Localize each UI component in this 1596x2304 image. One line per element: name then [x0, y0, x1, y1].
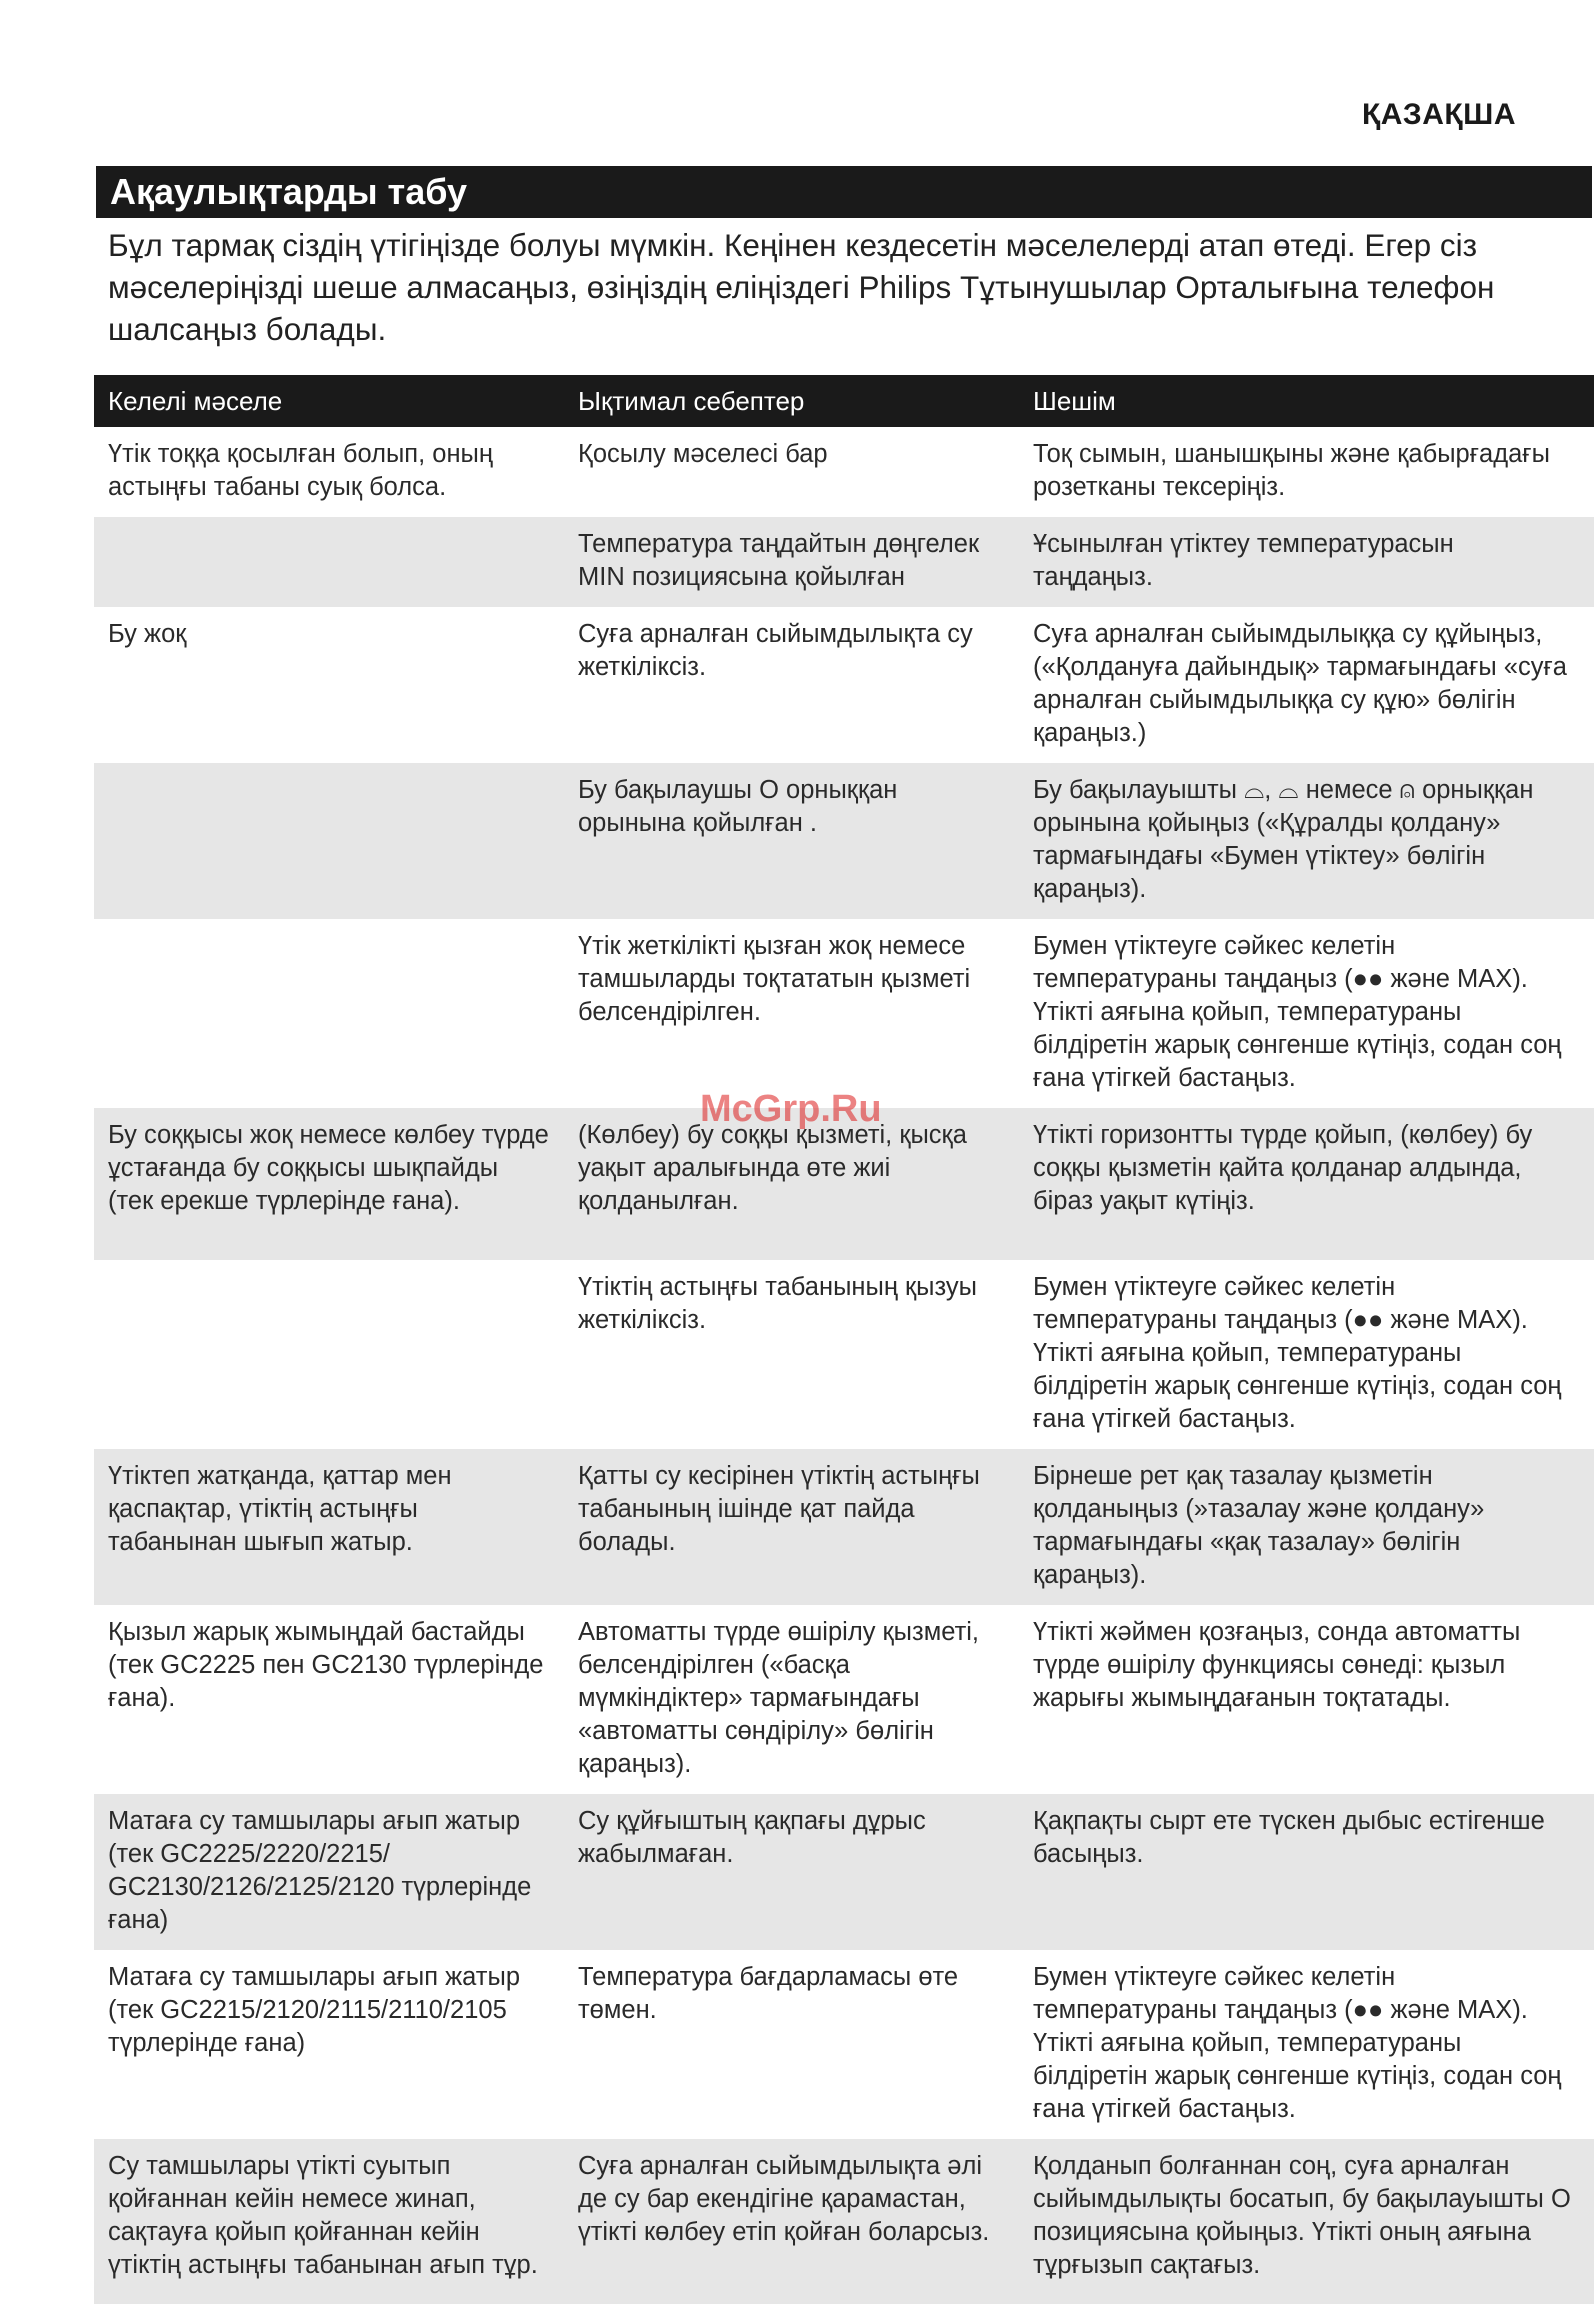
- cause-cell: Автоматты түрде өшірілу қызметі, белсендірілген («басқа мүмкіндіктер» тармағындағы «автоматты сөндірілу» бөлігін қараңыз).: [578, 1618, 980, 1778]
- problem-cell: Қызыл жарық жымыңдай бастайды (тек GC2225 пен GC2130 түрлерінде ғана).: [108, 1618, 544, 1712]
- cause-cell: Үтік жеткілікті қызған жоқ немесе тамшыларды тоқтататын қызметі белсендірілген.: [578, 932, 971, 1026]
- cause-cell: Су құйғыштың қақпағы дұрыс жабылмаған.: [564, 1794, 1019, 1950]
- cause-cell: Қосылу мәселесі бар: [578, 440, 828, 468]
- solution-cell: Ұсынылған үтіктеу температурасын таңдаңыз.: [1019, 517, 1594, 607]
- solution-cell: Үтікті жәймен қозғаңыз, сонда автоматты түрде өшірілу функциясы сөнеді: қызыл жарығы жымыңдағанын тоқтатады.: [1033, 1618, 1521, 1712]
- intro-paragraph: Бұл тармақ сіздің үтігіңізде болуы мүмкін. Кеңінен кездесетін мәселелерді атап өтеді. Егер сіз мәселеріңізді шеше алмасаңыз, өзіңіздің еліңіздегі Philips Тұтынушылар Орталығына телефон шалсаңыз болады.: [108, 227, 1495, 347]
- solution-cell: Бумен үтіктеуге сәйкес келетін температураны таңдаңыз (●● және MAX). Үтікті аяғына қойып, температураны білдіретін жарық сөнгенше күтіңіз, содан соң ғана үтігкей бастаңыз.: [1033, 1273, 1562, 1433]
- header-cause: Ықтимал себептер: [564, 375, 1019, 427]
- problem-cell: [94, 517, 564, 607]
- solution-cell: Тоқ сымын, шанышқыны және қабырғадағы розетканы тексеріңіз.: [1033, 440, 1550, 501]
- table-row: [94, 427, 1594, 517]
- section-title: Ақаулықтарды табу: [96, 166, 1592, 218]
- cause-cell: Бу бақылаушы O орныққан орынына қойылған .: [564, 763, 1019, 919]
- table-row: [94, 919, 1594, 1108]
- table-row: [94, 517, 1594, 607]
- solution-cell: Қолданып болғаннан соң, суға арналған сыйымдылықты босатып, бу бақылауышты O позициясына қойыңыз. Үтікті оның аяғына тұрғызып сақтағыз.: [1019, 2139, 1594, 2304]
- table-row: [94, 763, 1594, 919]
- solution-cell: Бу бақылауышты ⌓, ⌓ немесе ⍝ орныққан орынына қойыңыз («Құралды қолдану» тармағындағы «Бумен үтіктеу» бөлігін қараңыз).: [1019, 763, 1594, 919]
- problem-cell: [94, 763, 564, 919]
- problem-cell: Бу жоқ: [108, 620, 187, 648]
- table-row: [94, 1605, 1594, 1794]
- language-label: ҚАЗАҚША: [1361, 98, 1516, 131]
- troubleshooting-table: [94, 375, 1594, 2304]
- cause-cell: Суға арналған сыйымдылықта әлі де су бар екендігіне қарамастан, үтікті көлбеу етіп қойған боларсыз.: [564, 2139, 1019, 2304]
- solution-cell: Бірнеше рет қақ тазалау қызметін қолданыңыз (»тазалау және қолдану» тармағындағы «қақ тазалау» бөлігін қараңыз).: [1019, 1449, 1594, 1605]
- cause-cell: Қатты су кесірінен үтіктің астыңғы табанының ішінде қат пайда болады.: [564, 1449, 1019, 1605]
- problem-cell: Үтік тоққа қосылған болып, оның астыңғы табаны суық болса.: [108, 440, 493, 501]
- cause-cell: Температура бағдарламасы өте төмен.: [578, 1963, 959, 2024]
- solution-cell: Бумен үтіктеуге сәйкес келетін температураны таңдаңыз (●● және MAX). Үтікті аяғына қойып, температураны білдіретін жарық сөнгенше күтіңіз, содан соң ғана үтігкей бастаңыз.: [1033, 1963, 1562, 2123]
- table-row: [94, 1260, 1594, 1449]
- table-row: [94, 1950, 1594, 2139]
- problem-cell: [94, 1260, 564, 1449]
- problem-cell: [94, 919, 564, 1108]
- problem-cell: Матаға су тамшылары ағып жатыр (тек GC2225/2220/2215/ GC2130/2126/2125/2120 түрлерінде ғана): [94, 1794, 564, 1950]
- solution-cell: Суға арналған сыйымдылыққа су құйыңыз, («Қолдануға дайындық» тармағындағы «суға арналған сыйымдылыққа су құю» бөлігін қараңыз.): [1033, 620, 1567, 747]
- watermark: McGrp.Ru: [700, 1088, 882, 1130]
- solution-cell: Үтікті горизонтты түрде қойып, (көлбеу) бу соққы қызметін қайта қолданар алдында, біраз уақыт күтіңіз.: [1019, 1108, 1594, 1260]
- problem-cell: Матаға су тамшылары ағып жатыр (тек GC2215/2120/2115/2110/2105 түрлерінде ғана): [108, 1963, 520, 2057]
- table-header-row: [94, 375, 1594, 427]
- cause-cell: Температура таңдайтын дөңгелек MIN позициясына қойылған: [564, 517, 1019, 607]
- table-row: [94, 607, 1594, 763]
- problem-cell: Бу соққысы жоқ немесе көлбеу түрде ұстағанда бу соққысы шықпайды (тек ерекше түрлерінде ғана).: [94, 1108, 564, 1260]
- header-solution: Шешім: [1019, 375, 1594, 427]
- cause-cell: (Көлбеу) бу соққы қызметі, қысқа уақыт аралығында өте жиі қолданылған.: [564, 1108, 1019, 1260]
- cause-cell: Суға арналған сыйымдылықта су жеткіліксіз.: [578, 620, 973, 681]
- problem-cell: Су тамшылары үтікті суытып қойғаннан кейін немесе жинап, сақтауға қойып қойғаннан кейін үтіктің астыңғы табанынан ағып тұр.: [94, 2139, 564, 2304]
- solution-cell: Бумен үтіктеуге сәйкес келетін температураны таңдаңыз (●● және MAX). Үтікті аяғына қойып, температураны білдіретін жарық сөнгенше күтіңіз, содан соң ғана үтігкей бастаңыз.: [1033, 932, 1562, 1092]
- solution-cell: Қақпақты сырт ете түскен дыбыс естігенше басыңыз.: [1019, 1794, 1594, 1950]
- cause-cell: Үтіктің астыңғы табанының қызуы жеткіліксіз.: [578, 1273, 977, 1334]
- problem-cell: Үтіктеп жатқанда, қаттар мен қаспақтар, үтіктің астыңғы табанынан шығып жатыр.: [94, 1449, 564, 1605]
- header-problem: Келелі мәселе: [94, 375, 564, 427]
- table-row: [94, 1794, 1594, 1950]
- table-row: [94, 1449, 1594, 1605]
